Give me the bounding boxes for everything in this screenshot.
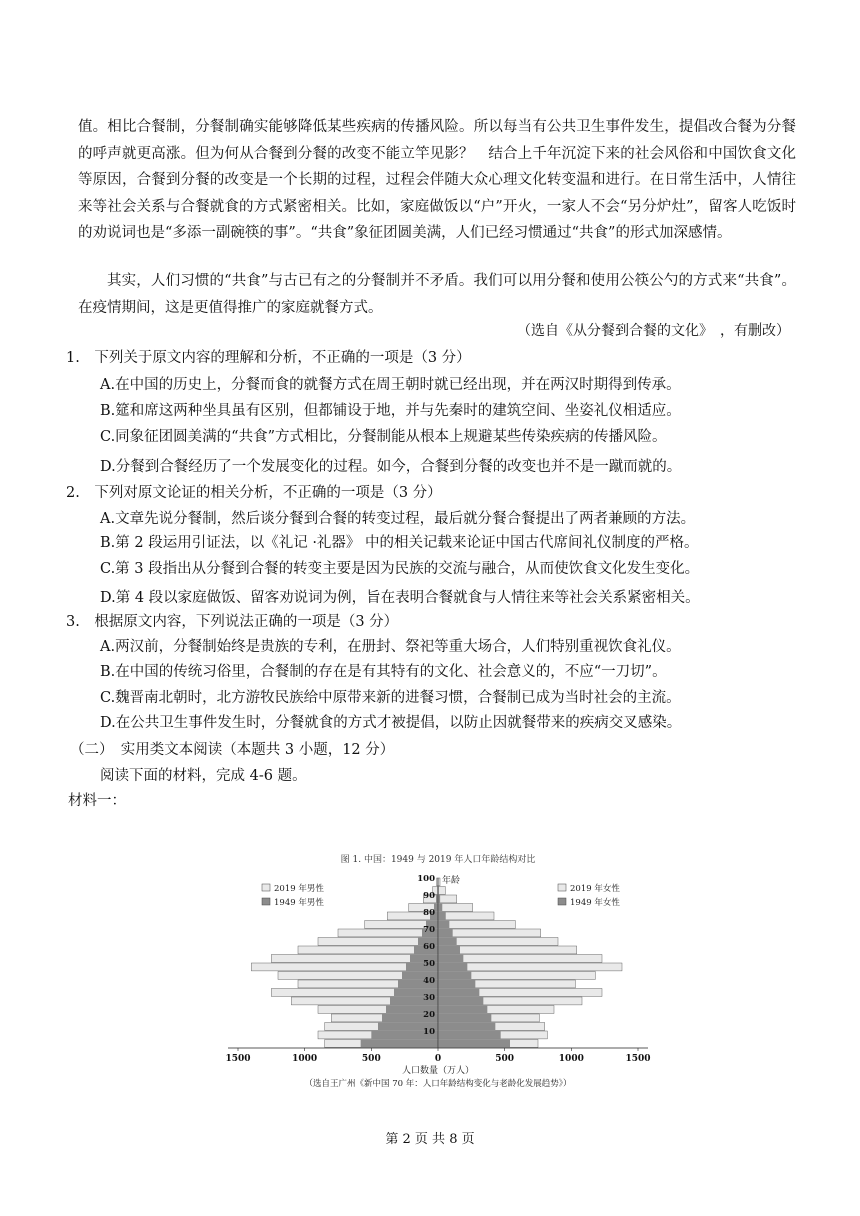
y-tick-label: 70 — [423, 925, 435, 935]
pyramid-bar-female-2019-85 — [438, 895, 457, 903]
question-1-stem: 1. 下列关于原文内容的理解和分析，不正确的一项是（3 分） — [66, 350, 471, 366]
question-1-option-c: C.同象征团圆美满的“共食”方式相比，分餐制能从根本上规避某些传染疾病的传播风险。 — [100, 429, 667, 445]
question-1-option-a: A.在中国的历史上，分餐而食的就餐方式在周王朝时就已经出现，并在两汉时期得到传承。 — [100, 377, 681, 393]
x-tick-label: 500 — [361, 1054, 381, 1064]
pyramid-bar-female-1949-60 — [438, 938, 457, 946]
pyramid-bar-male-1949-85 — [436, 895, 438, 903]
pyramid-bar-female-1949-50 — [438, 955, 463, 963]
y-tick-label: 10 — [423, 1027, 435, 1037]
pyramid-bar-female-1949-85 — [438, 895, 440, 903]
pyramid-bar-female-2019-90 — [438, 887, 445, 895]
pyramid-bar-female-2019-80 — [438, 904, 473, 912]
pyramid-bar-female-1949-80 — [438, 904, 442, 912]
legend-swatch — [558, 884, 566, 891]
chart-y-axis-label: 年龄 — [442, 876, 461, 886]
pyramid-bar-male-1949-0 — [361, 1040, 438, 1048]
pyramid-bar-female-2019-70 — [438, 921, 515, 929]
question-2-option-d: D.第 4 段以家庭做饭、留客劝说词为例，旨在表明合餐就食与人情往来等社会关系紧密相关。 — [100, 590, 700, 606]
y-tick-label: 90 — [423, 891, 435, 901]
chart-title: 图 1. 中国：1949 与 2019 年人口年龄结构对比 — [340, 855, 536, 865]
chart-caption: （选自王广州《新中国 70 年：人口年龄结构变化与老龄化发展趋势》） — [304, 1079, 572, 1089]
pyramid-bar-female-1949-35 — [438, 980, 475, 988]
pyramid-bar-female-1949-30 — [438, 989, 479, 997]
pyramid-bar-female-1949-5 — [438, 1031, 501, 1039]
question-2-option-a: A.文章先说分餐制，然后谈分餐到合餐的转变过程，最后就分餐合餐提出了两者兼顾的方法。 — [100, 511, 696, 527]
pyramid-bar-female-1949-10 — [438, 1023, 495, 1031]
legend-label: 1949 年男性 — [274, 898, 324, 908]
population-pyramid-svg — [218, 848, 658, 1096]
question-2-option-c: C.第 3 段指出从分餐到合餐的转变主要是因为民族的交流与融合，从而使饮食文化发生变化。 — [100, 561, 700, 577]
material-label: 材料一： — [68, 793, 126, 809]
source-citation: （选自《从分餐到合餐的文化》 ，有删改） — [517, 323, 790, 339]
pyramid-bar-female-1949-55 — [438, 946, 460, 954]
legend-label: 2019 年女性 — [570, 884, 620, 894]
y-tick-label: 50 — [423, 959, 435, 969]
legend-swatch — [558, 898, 566, 905]
y-tick-label: 40 — [423, 976, 435, 986]
legend-label: 1949 年女性 — [570, 898, 620, 908]
question-3-option-d: D.在公共卫生事件发生时，分餐就食的方式才被提倡，以防止因就餐带来的疾病交叉感染。 — [100, 715, 682, 731]
legend-swatch — [262, 884, 270, 891]
question-3-stem: 3. 根据原文内容，下列说法正确的一项是（3 分） — [66, 614, 399, 630]
section-2-instruction: 阅读下面的材料，完成 4-6 题。 — [100, 768, 307, 784]
question-3-option-a: A.两汉前，分餐制始终是贵族的专利，在册封、祭祀等重大场合，人们特别重视饮食礼仪。 — [100, 639, 681, 655]
y-tick-label: 100 — [417, 874, 435, 884]
chart-x-axis-label: 人口数量（万人） — [401, 1066, 475, 1076]
x-tick-label: 0 — [434, 1054, 442, 1064]
question-1-option-b: B.筵和席这两种坐具虽有区别，但都铺设于地，并与先秦时的建筑空间、坐姿礼仪相适应。 — [100, 403, 681, 419]
body-paragraph-2: 其实，人们习惯的“共食”与古已有之的分餐制并不矛盾。我们可以用分餐和使用公筷公勺的方式来“共食”。在疫情期间，这是更值得推广的家庭就餐方式。 — [78, 273, 796, 316]
population-pyramid-chart — [218, 848, 658, 1096]
pyramid-bar-female-1949-0 — [438, 1040, 510, 1048]
pyramid-bar-female-1949-45 — [438, 963, 467, 971]
x-tick-label: 500 — [495, 1054, 515, 1064]
question-2-stem: 2. 下列对原文论证的相关分析，不正确的一项是（3 分） — [66, 485, 442, 501]
y-tick-label: 20 — [423, 1010, 435, 1020]
section-2-title: （二） 实用类文本阅读（本题共 3 小题，12 分） — [70, 742, 395, 758]
y-tick-label: 60 — [423, 942, 435, 952]
pyramid-bar-female-2019-95 — [438, 878, 440, 886]
pyramid-bar-female-1949-70 — [438, 921, 449, 929]
x-tick-label: 1500 — [625, 1054, 651, 1064]
body-paragraph-1: 值。相比合餐制，分餐制确实能够降低某些疾病的传播风险。所以每当有公共卫生事件发生，提倡改合餐为分餐的呼声就更高涨。但为何从合餐到分餐的改变不能立竿见影？ 结合上千年沉淀下来的社会风俗和中国饮食文化等原因，合餐到分餐的改变是一个长期的过程，过程会伴随大众心理文化转变温和进行。在日常生活中，人情往来等社会关系与合餐就食的方式紧密相关。比如，家庭做饭以“户”开火，一家人不会“另分炉灶”，留客人吃饭时的劝说词也是“多添一副碗筷的事”。“共食”象征团圆美满，人们已经习惯通过“共食”的形式加深感情。 — [78, 119, 796, 241]
legend-swatch — [262, 898, 270, 905]
legend-label: 2019 年男性 — [274, 884, 324, 894]
x-tick-label: 1000 — [558, 1054, 584, 1064]
question-3-option-b: B.在中国的传统习俗里，合餐制的存在是有其特有的文化、社会意义的，不应“一刀切”。 — [100, 664, 667, 680]
pyramid-bar-female-1949-20 — [438, 1006, 487, 1014]
y-tick-label: 30 — [423, 993, 435, 1003]
pyramid-bar-female-1949-15 — [438, 1014, 491, 1022]
page-footer: 第 2 页 共 8 页 — [385, 1132, 475, 1147]
pyramid-bar-female-1949-65 — [438, 929, 453, 937]
y-tick-label: 80 — [423, 908, 435, 918]
x-tick-label: 1500 — [225, 1054, 251, 1064]
pyramid-bar-female-1949-40 — [438, 972, 471, 980]
pyramid-bar-female-2019-75 — [438, 912, 494, 920]
pyramid-bar-female-2019-65 — [438, 929, 541, 937]
question-2-option-b: B.第 2 段运用引证法，以《礼记 ·礼器》 中的相关记载来论证中国古代席间礼仪制度的严格。 — [100, 535, 699, 551]
pyramid-bar-female-1949-25 — [438, 997, 483, 1005]
question-1-option-d: D.分餐到合餐经历了一个发展变化的过程。如今，合餐到分餐的改变也并不是一蹴而就的。 — [100, 459, 682, 475]
pyramid-bar-female-1949-75 — [438, 912, 446, 920]
question-3-option-c: C.魏晋南北朝时，北方游牧民族给中原带来新的进餐习惯，合餐制已成为当时社会的主流。 — [100, 690, 681, 706]
x-tick-label: 1000 — [292, 1054, 318, 1064]
